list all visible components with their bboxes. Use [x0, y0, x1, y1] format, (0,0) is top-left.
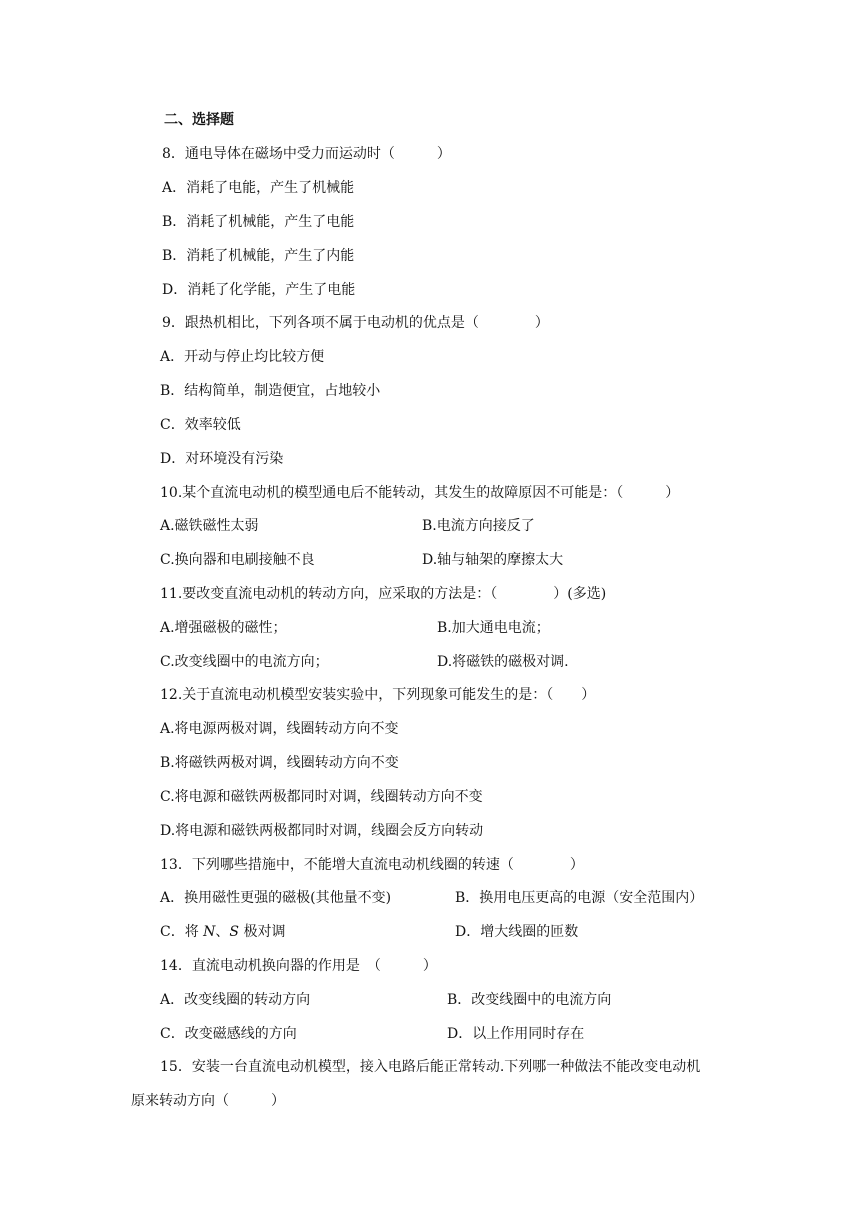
question-8-stem: 8．通电导体在磁场中受力而运动时（ ） — [162, 146, 451, 162]
question-11-option-b: B.加大通电电流； — [437, 620, 550, 636]
question-10-option-d: D.轴与轴架的摩擦太大 — [422, 552, 564, 568]
question-8-option-d: D．消耗了化学能，产生了电能 — [162, 282, 356, 298]
question-10-option-b: B.电流方向接反了 — [422, 518, 535, 534]
question-14-option-d: D．以上作用同时存在 — [447, 1026, 585, 1042]
s-pole-symbol: S — [229, 924, 240, 940]
question-15-stem-line1: 15．安装一台直流电动机模型，接入电路后能正常转动.下列哪一种做法不能改变电动机 — [160, 1059, 701, 1075]
question-11-stem: 11.要改变直流电动机的转动方向，应采取的方法是：（ ）(多选) — [160, 586, 607, 602]
separator: 、 — [215, 924, 230, 940]
n-pole-symbol: N — [203, 924, 216, 940]
question-8-option-a: A．消耗了电能，产生了机械能 — [162, 180, 355, 196]
question-10-stem: 10.某个直流电动机的模型通电后不能转动，其发生的故障原因不可能是：（ ） — [160, 485, 680, 501]
question-12-option-a: A.将电源两极对调，线圈转动方向不变 — [160, 721, 399, 737]
question-9-option-c: C．效率较低 — [160, 417, 241, 433]
question-9-stem: 9．跟热机相比，下列各项不属于电动机的优点是（ ） — [162, 315, 549, 331]
option-c-prefix: C．将 — [160, 924, 199, 940]
question-12-option-d: D.将电源和磁铁两极都同时对调，线圈会反方向转动 — [160, 823, 484, 839]
question-13-option-c — [160, 923, 285, 941]
question-13-stem: 13．下列哪些措施中，不能增大直流电动机线圈的转速（ ） — [160, 857, 584, 873]
question-12-stem: 12.关于直流电动机模型安装实验中，下列现象可能发生的是：（ ） — [160, 687, 596, 703]
question-9-option-a: A．开动与停止均比较方便 — [160, 349, 325, 365]
question-14-stem: 14．直流电动机换向器的作用是 （ ） — [160, 958, 437, 974]
option-c-suffix: 极对调 — [243, 924, 286, 940]
question-10-option-c: C.换向器和电刷接触不良 — [160, 552, 315, 568]
question-8-option-c: B．消耗了机械能，产生了内能 — [162, 248, 355, 264]
question-9-option-b: B．结构简单，制造便宜，占地较小 — [160, 383, 381, 399]
question-11-option-d: D.将磁铁的磁极对调. — [437, 654, 569, 670]
question-14-option-c: C．改变磁感线的方向 — [160, 1026, 297, 1042]
question-12-option-c: C.将电源和磁铁两极都同时对调，线圈转动方向不变 — [160, 789, 483, 805]
question-13-option-d: D．增大线圈的匝数 — [455, 924, 579, 940]
section-title: 二、选择题 — [164, 112, 234, 128]
question-9-option-d: D．对环境没有污染 — [160, 451, 284, 467]
question-13-option-b: B．换用电压更高的电源（安全范围内） — [455, 890, 704, 906]
question-11-option-a: A.增强磁极的磁性； — [160, 620, 287, 636]
question-8-option-b: B．消耗了机械能，产生了电能 — [162, 214, 355, 230]
question-12-option-b: B.将磁铁两极对调，线圈转动方向不变 — [160, 755, 399, 771]
question-15-stem-line2: 原来转动方向（ ） — [131, 1093, 285, 1109]
question-14-option-a: A．改变线圈的转动方向 — [160, 992, 311, 1008]
question-14-option-b: B．改变线圈中的电流方向 — [447, 992, 612, 1008]
question-13-option-a: A．换用磁性更强的磁极(其他量不变) — [160, 890, 392, 906]
question-11-option-c: C.改变线圈中的电流方向； — [160, 654, 329, 670]
question-10-option-a: A.磁铁磁性太弱 — [160, 518, 259, 534]
